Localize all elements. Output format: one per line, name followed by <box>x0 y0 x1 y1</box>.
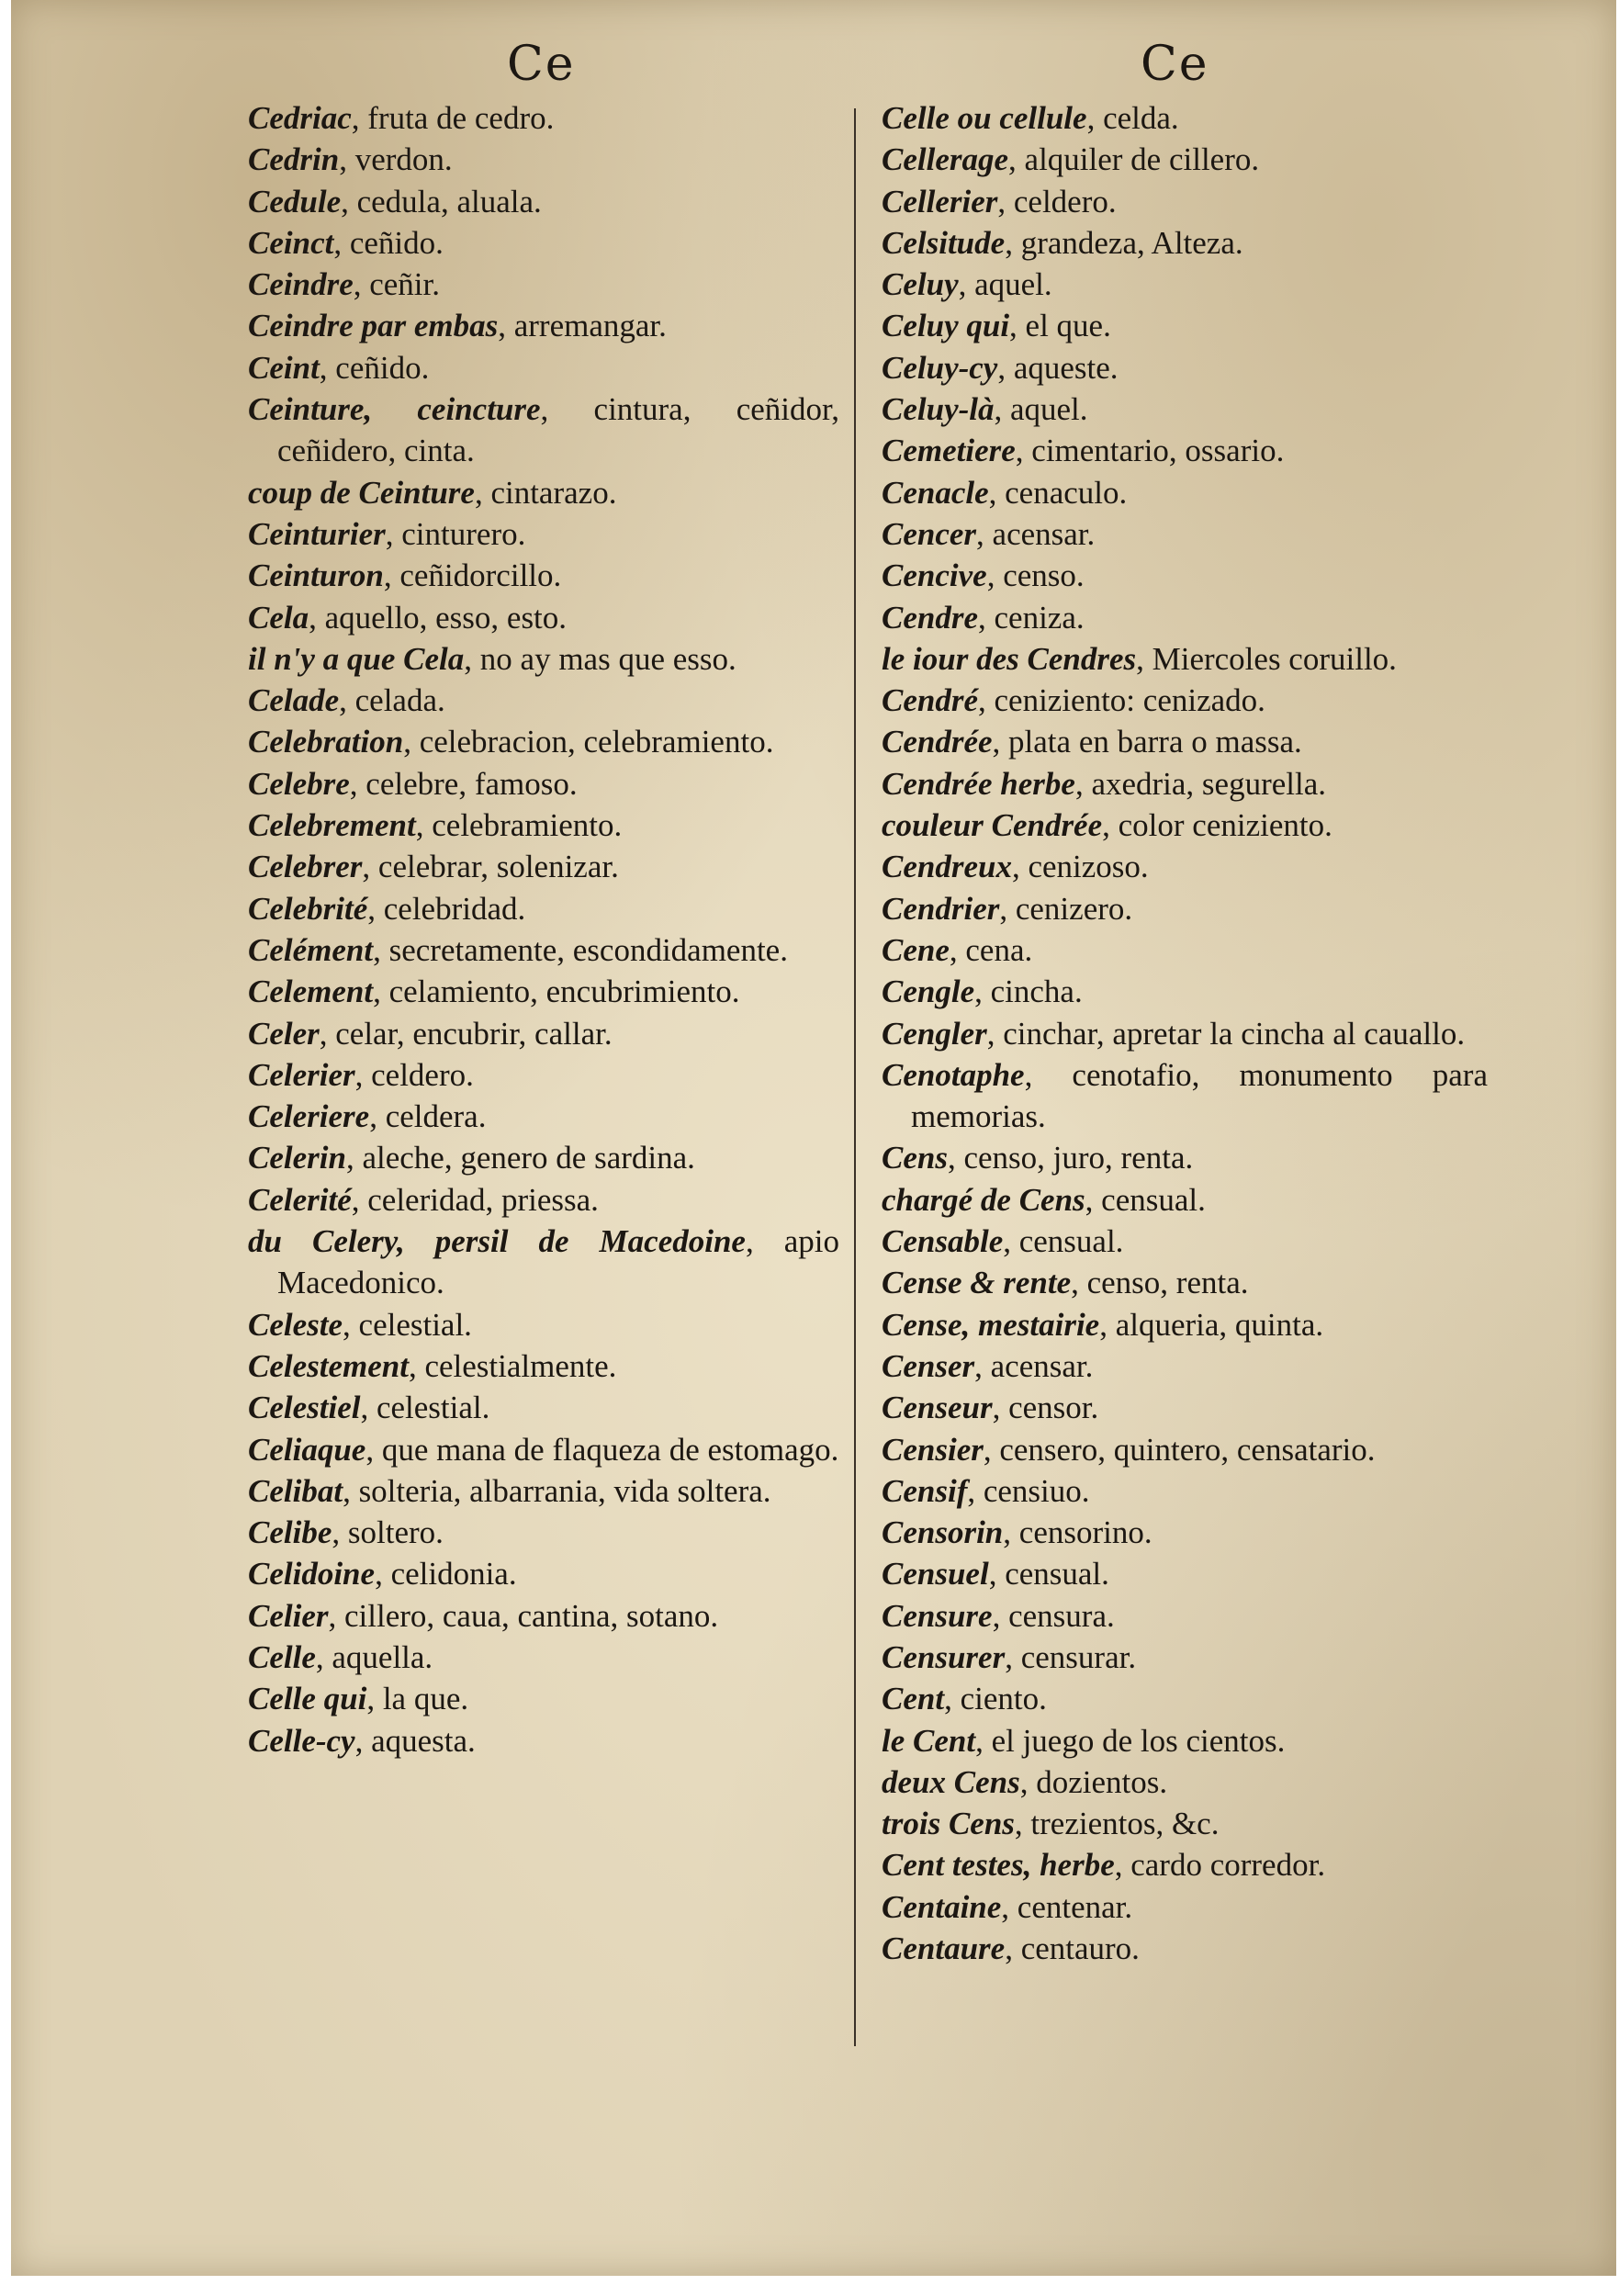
entry-definition: , censurar. <box>1005 1638 1137 1675</box>
entry-definition: , alquiler de cillero. <box>1008 141 1260 178</box>
entry-definition: , ceñidorcillo. <box>383 557 562 594</box>
dictionary-entry <box>882 388 1488 430</box>
entry-headword: Ceinturier <box>248 515 386 552</box>
entry-headword: Centaure <box>882 1930 1006 1967</box>
entry-headword: Ceindre <box>248 266 354 303</box>
dictionary-entry <box>248 222 839 264</box>
entry-headword: Cedule <box>248 183 342 219</box>
entry-definition: , celestial. <box>343 1306 472 1343</box>
entry-headword: Celuy-là <box>882 391 995 428</box>
entry-definition: , solteria, albarrania, vida soltera. <box>343 1472 771 1509</box>
dictionary-entry <box>248 763 839 805</box>
entry-headword: Celeste <box>248 1306 343 1343</box>
entry-definition: , celeridad, priessa. <box>351 1181 599 1218</box>
dictionary-entry <box>882 763 1488 805</box>
entry-headword: Censorin <box>882 1514 1004 1551</box>
dictionary-entry <box>248 1054 839 1096</box>
dictionary-entry <box>882 638 1488 680</box>
entry-headword: Cencer <box>882 515 977 552</box>
dictionary-entry <box>882 1179 1488 1221</box>
entry-headword: Celebre <box>248 765 350 802</box>
dictionary-entry <box>882 1678 1488 1719</box>
entry-definition: , celdero. <box>997 183 1117 219</box>
entry-headword: Cendreux <box>882 849 1012 885</box>
dictionary-entry <box>882 1512 1488 1553</box>
entry-definition: , centenar. <box>1001 1888 1133 1925</box>
dictionary-entry <box>248 472 839 513</box>
dictionary-entry <box>248 1720 839 1761</box>
dictionary-entry <box>882 139 1488 180</box>
entry-headword: Celerier <box>248 1056 355 1093</box>
entry-definition: , cinturero. <box>385 515 526 552</box>
entry-headword: Cendré <box>882 682 978 719</box>
entry-definition: , verdon. <box>339 141 453 178</box>
entry-headword: Censif <box>882 1472 968 1509</box>
dictionary-entry <box>248 1553 839 1594</box>
entry-headword: Celuy qui <box>882 308 1010 344</box>
entry-headword: Celebrité <box>248 890 368 927</box>
entry-definition: , aquella. <box>315 1638 433 1675</box>
dictionary-entry <box>248 347 839 388</box>
entry-headword: Celebration <box>248 724 404 760</box>
entry-headword: Celuy-cy <box>882 349 998 386</box>
entry-definition: , ceñir. <box>353 266 441 303</box>
entry-definition: , centauro. <box>1005 1930 1140 1967</box>
entry-definition: , celidonia. <box>375 1556 517 1593</box>
entry-headword: Cenacle <box>882 474 989 511</box>
dictionary-entry <box>248 1637 839 1678</box>
entry-headword: Censurer <box>882 1638 1006 1675</box>
dictionary-entry <box>248 1013 839 1054</box>
dictionary-entry <box>882 472 1488 513</box>
entry-headword: Celibe <box>248 1514 332 1551</box>
entry-headword: Cendrier <box>882 890 1000 927</box>
entry-definition: , secretamente, escondidamente. <box>373 931 788 968</box>
entry-headword: Celle <box>248 1638 316 1675</box>
dictionary-entry <box>882 264 1488 305</box>
entry-headword: Celade <box>248 682 340 719</box>
entry-definition: , el juego de los cientos. <box>975 1722 1286 1759</box>
entry-definition: , cardo corredor. <box>1114 1847 1326 1884</box>
dictionary-entry <box>248 1096 839 1137</box>
entry-definition: , arremangar. <box>498 308 667 344</box>
entry-headword: Censeur <box>882 1390 993 1426</box>
entry-headword: du Celery, persil de Macedoine <box>248 1223 746 1260</box>
dictionary-entry <box>248 846 839 887</box>
scanned-page <box>11 0 1616 2276</box>
entry-definition: , celestialmente. <box>408 1347 617 1384</box>
entry-headword: Cense & rente <box>882 1265 1072 1301</box>
dictionary-entry <box>882 1844 1488 1885</box>
entry-definition: , ceñido. <box>319 349 430 386</box>
running-head-right: Ce <box>1141 37 1209 92</box>
dictionary-entry <box>248 1345 839 1387</box>
entry-definition: , soltero. <box>332 1514 444 1551</box>
entry-headword: deux Cens <box>882 1763 1020 1800</box>
entry-headword: Cemetiere <box>882 433 1016 469</box>
dictionary-entry <box>248 1678 839 1719</box>
entry-definition: , celamiento, encubrimiento. <box>373 974 740 1010</box>
dictionary-entry <box>882 1886 1488 1928</box>
entry-definition: , plata en barra o massa. <box>992 724 1302 760</box>
entry-definition: , censor. <box>992 1390 1099 1426</box>
entry-headword: Cellerage <box>882 141 1009 178</box>
dictionary-entry <box>882 97 1488 139</box>
entry-headword: Ceinture, ceincture <box>248 391 541 428</box>
entry-headword: Cense, mestairie <box>882 1306 1100 1343</box>
dictionary-entry <box>882 430 1488 471</box>
entry-headword: couleur Cendrée <box>882 807 1103 844</box>
dictionary-entry <box>882 1928 1488 1969</box>
entry-definition: , aleche, genero de sardina. <box>345 1140 695 1176</box>
entry-definition: , apio Macedonico. <box>277 1223 839 1301</box>
entry-definition: , cenizero. <box>999 890 1133 927</box>
dictionary-entry <box>248 929 839 971</box>
entry-headword: Celeriere <box>248 1098 370 1135</box>
entry-definition: , cinchar, apretar la cincha al cauallo. <box>986 1015 1466 1052</box>
entry-headword: Cencive <box>882 557 987 594</box>
entry-headword: il n'y a que Cela <box>248 640 465 677</box>
entry-headword: Cendre <box>882 599 978 636</box>
right-column <box>882 97 1488 1969</box>
dictionary-entry <box>248 1179 839 1221</box>
entry-definition: , celebracion, celebramiento. <box>403 724 774 760</box>
entry-definition: , ciento. <box>944 1681 1047 1717</box>
entry-definition: , color ceniziento. <box>1102 807 1332 844</box>
entry-headword: Celestement <box>248 1347 409 1384</box>
entry-headword: Celement <box>248 974 374 1010</box>
entry-definition: , ceñido. <box>333 224 444 261</box>
dictionary-entry <box>248 638 839 680</box>
running-head-left: Ce <box>507 37 576 92</box>
entry-definition: , censual. <box>988 1556 1109 1593</box>
left-column <box>248 97 839 1761</box>
entry-definition: , cintura, ceñidor, ceñidero, cinta. <box>277 391 839 469</box>
entry-definition: , celdero. <box>354 1056 474 1093</box>
entry-definition: , censorino. <box>1003 1514 1152 1551</box>
dictionary-entry <box>248 1429 839 1470</box>
entry-headword: Cendrée <box>882 724 993 760</box>
entry-headword: Celsitude <box>882 224 1006 261</box>
entry-headword: Celiaque <box>248 1431 366 1468</box>
entry-definition: , aqueste. <box>997 349 1119 386</box>
entry-headword: Celibat <box>248 1472 343 1509</box>
entry-headword: Celerité <box>248 1181 352 1218</box>
entry-headword: Centaine <box>882 1888 1002 1925</box>
entry-headword: Celebrement <box>248 807 416 844</box>
dictionary-entry <box>882 888 1488 929</box>
entry-definition: , la que. <box>366 1681 469 1717</box>
entry-definition: , celda. <box>1086 100 1179 136</box>
entry-definition: , aquello, esso, esto. <box>309 599 568 636</box>
dictionary-entry <box>248 97 839 139</box>
dictionary-entry <box>882 1387 1488 1428</box>
entry-headword: Cent <box>882 1681 945 1717</box>
entry-definition: , cillero, caua, cantina, sotano. <box>328 1597 719 1634</box>
entry-headword: Ceindre par embas <box>248 308 499 344</box>
entry-definition: , que mana de flaqueza de estomago. <box>365 1431 839 1468</box>
entry-headword: Cenotaphe <box>882 1056 1025 1093</box>
dictionary-entry <box>882 721 1488 762</box>
entry-headword: Celer <box>248 1015 320 1052</box>
entry-headword: le iour des Cendres <box>882 640 1137 677</box>
entry-definition: , grandeza, Alteza. <box>1005 224 1243 261</box>
dictionary-entry <box>882 597 1488 638</box>
entry-headword: Celidoine <box>248 1556 376 1593</box>
dictionary-entry <box>882 1304 1488 1345</box>
dictionary-entry <box>882 305 1488 346</box>
dictionary-entry <box>882 1803 1488 1844</box>
entry-definition: , el que. <box>1009 308 1111 344</box>
dictionary-entry <box>248 1137 839 1178</box>
entry-headword: Celément <box>248 931 374 968</box>
entry-definition: , celada. <box>339 682 445 719</box>
entry-definition: , celebre, famoso. <box>349 765 578 802</box>
entry-definition: , celestial. <box>360 1390 490 1426</box>
entry-definition: , celdera. <box>369 1098 487 1135</box>
entry-definition: , cenotafio, monumento para memorias. <box>911 1056 1488 1135</box>
entry-headword: Censer <box>882 1347 975 1384</box>
dictionary-entry <box>882 1262 1488 1303</box>
dictionary-entry <box>882 181 1488 222</box>
entry-definition: , cenaculo. <box>988 474 1128 511</box>
entry-definition: , celebrar, solenizar. <box>362 849 619 885</box>
entry-headword: chargé de Cens <box>882 1181 1085 1218</box>
entry-definition: , axedria, segurella. <box>1074 765 1327 802</box>
dictionary-entry <box>248 805 839 846</box>
entry-headword: trois Cens <box>882 1806 1015 1842</box>
entry-headword: Celerin <box>248 1140 346 1176</box>
entry-definition: , censo, juro, renta. <box>947 1140 1194 1176</box>
entry-headword: Ceint <box>248 349 320 386</box>
entry-headword: Ceinct <box>248 224 334 261</box>
entry-definition: , censo. <box>986 557 1085 594</box>
entry-definition: , censo, renta. <box>1071 1265 1249 1301</box>
dictionary-entry <box>248 513 839 555</box>
dictionary-entry <box>882 680 1488 721</box>
dictionary-entry <box>882 1720 1488 1761</box>
entry-headword: Cens <box>882 1140 948 1176</box>
entry-definition: , censiuo. <box>967 1472 1090 1509</box>
entry-headword: Celuy <box>882 266 959 303</box>
entry-headword: Censable <box>882 1223 1004 1260</box>
dictionary-entry <box>248 1595 839 1637</box>
entry-headword: Censuel <box>882 1556 989 1593</box>
entry-definition: , fruta de cedro. <box>351 100 555 136</box>
dictionary-entry <box>248 1470 839 1512</box>
dictionary-entry <box>248 721 839 762</box>
entry-definition: , aquel. <box>958 266 1052 303</box>
entry-definition: , aquesta. <box>354 1722 476 1759</box>
entry-headword: Cengle <box>882 974 975 1010</box>
dictionary-entry <box>248 388 839 472</box>
entry-definition: , cenizoso. <box>1011 849 1149 885</box>
dictionary-entry <box>248 1221 839 1304</box>
dictionary-entry <box>882 1761 1488 1803</box>
dictionary-entry <box>882 1345 1488 1387</box>
dictionary-entry <box>882 222 1488 264</box>
dictionary-entry <box>248 264 839 305</box>
dictionary-entry <box>882 846 1488 887</box>
entry-headword: Censure <box>882 1597 993 1634</box>
entry-headword: Censier <box>882 1431 984 1468</box>
dictionary-entry <box>248 139 839 180</box>
entry-definition: , no ay mas que esso. <box>464 640 736 677</box>
dictionary-entry <box>882 929 1488 971</box>
column-divider-rule <box>854 108 856 2046</box>
entry-headword: Cendrée herbe <box>882 765 1075 802</box>
dictionary-entry <box>882 971 1488 1012</box>
entry-headword: coup de Ceinture <box>248 474 475 511</box>
dictionary-entry <box>882 513 1488 555</box>
entry-definition: , cimentario, ossario. <box>1015 433 1285 469</box>
dictionary-entry <box>882 1013 1488 1054</box>
dictionary-entry <box>248 1387 839 1428</box>
entry-definition: , Miercoles coruillo. <box>1136 640 1397 677</box>
entry-headword: Celestiel <box>248 1390 361 1426</box>
dictionary-entry <box>882 1429 1488 1470</box>
entry-definition: , celar, encubrir, callar. <box>319 1015 613 1052</box>
entry-headword: Ceinturon <box>248 557 384 594</box>
entry-definition: , acensar. <box>974 1347 1094 1384</box>
dictionary-entry <box>882 555 1488 596</box>
entry-definition: , celebramiento. <box>415 807 623 844</box>
dictionary-entry <box>882 1054 1488 1138</box>
entry-definition: , censual. <box>1085 1181 1206 1218</box>
entry-headword: Cela <box>248 599 309 636</box>
entry-definition: , aquel. <box>994 391 1088 428</box>
entry-headword: Celier <box>248 1597 329 1634</box>
entry-definition: , ceniziento: cenizado. <box>978 682 1265 719</box>
dictionary-entry <box>248 1304 839 1345</box>
dictionary-entry <box>248 680 839 721</box>
entry-definition: , cena. <box>949 931 1033 968</box>
entry-headword: Cedrin <box>248 141 340 178</box>
entry-headword: le Cent <box>882 1722 976 1759</box>
dictionary-entry <box>248 305 839 346</box>
dictionary-entry <box>248 181 839 222</box>
dictionary-entry <box>248 971 839 1012</box>
entry-definition: , cintarazo. <box>474 474 617 511</box>
entry-headword: Celebrer <box>248 849 363 885</box>
entry-headword: Cellerier <box>882 183 998 219</box>
dictionary-entry <box>248 888 839 929</box>
entry-headword: Cent testes, herbe <box>882 1847 1115 1884</box>
entry-headword: Cedriac <box>248 100 352 136</box>
dictionary-entry <box>248 1512 839 1553</box>
dictionary-entry <box>248 555 839 596</box>
entry-definition: , dozientos. <box>1019 1763 1168 1800</box>
dictionary-entry <box>882 347 1488 388</box>
entry-definition: , alqueria, quinta. <box>1099 1306 1324 1343</box>
entry-headword: Celle qui <box>248 1681 367 1717</box>
entry-definition: , censero, quintero, censatario. <box>983 1431 1376 1468</box>
entry-definition: , trezientos, &c. <box>1014 1806 1220 1842</box>
dictionary-entry <box>882 805 1488 846</box>
entry-headword: Celle ou cellule <box>882 100 1087 136</box>
entry-definition: , censura. <box>992 1597 1115 1634</box>
dictionary-entry <box>248 597 839 638</box>
entry-definition: , cedula, aluala. <box>341 183 542 219</box>
dictionary-entry <box>882 1221 1488 1262</box>
dictionary-entry <box>882 1637 1488 1678</box>
entry-definition: , ceniza. <box>978 599 1085 636</box>
dictionary-entry <box>882 1595 1488 1637</box>
entry-definition: , acensar. <box>976 515 1096 552</box>
entry-definition: , celebridad. <box>367 890 526 927</box>
dictionary-entry <box>882 1137 1488 1178</box>
dictionary-entry <box>882 1470 1488 1512</box>
entry-headword: Cene <box>882 931 950 968</box>
entry-headword: Cengler <box>882 1015 987 1052</box>
entry-definition: , censual. <box>1003 1223 1124 1260</box>
entry-headword: Celle-cy <box>248 1722 355 1759</box>
entry-definition: , cincha. <box>974 974 1083 1010</box>
dictionary-entry <box>882 1553 1488 1594</box>
